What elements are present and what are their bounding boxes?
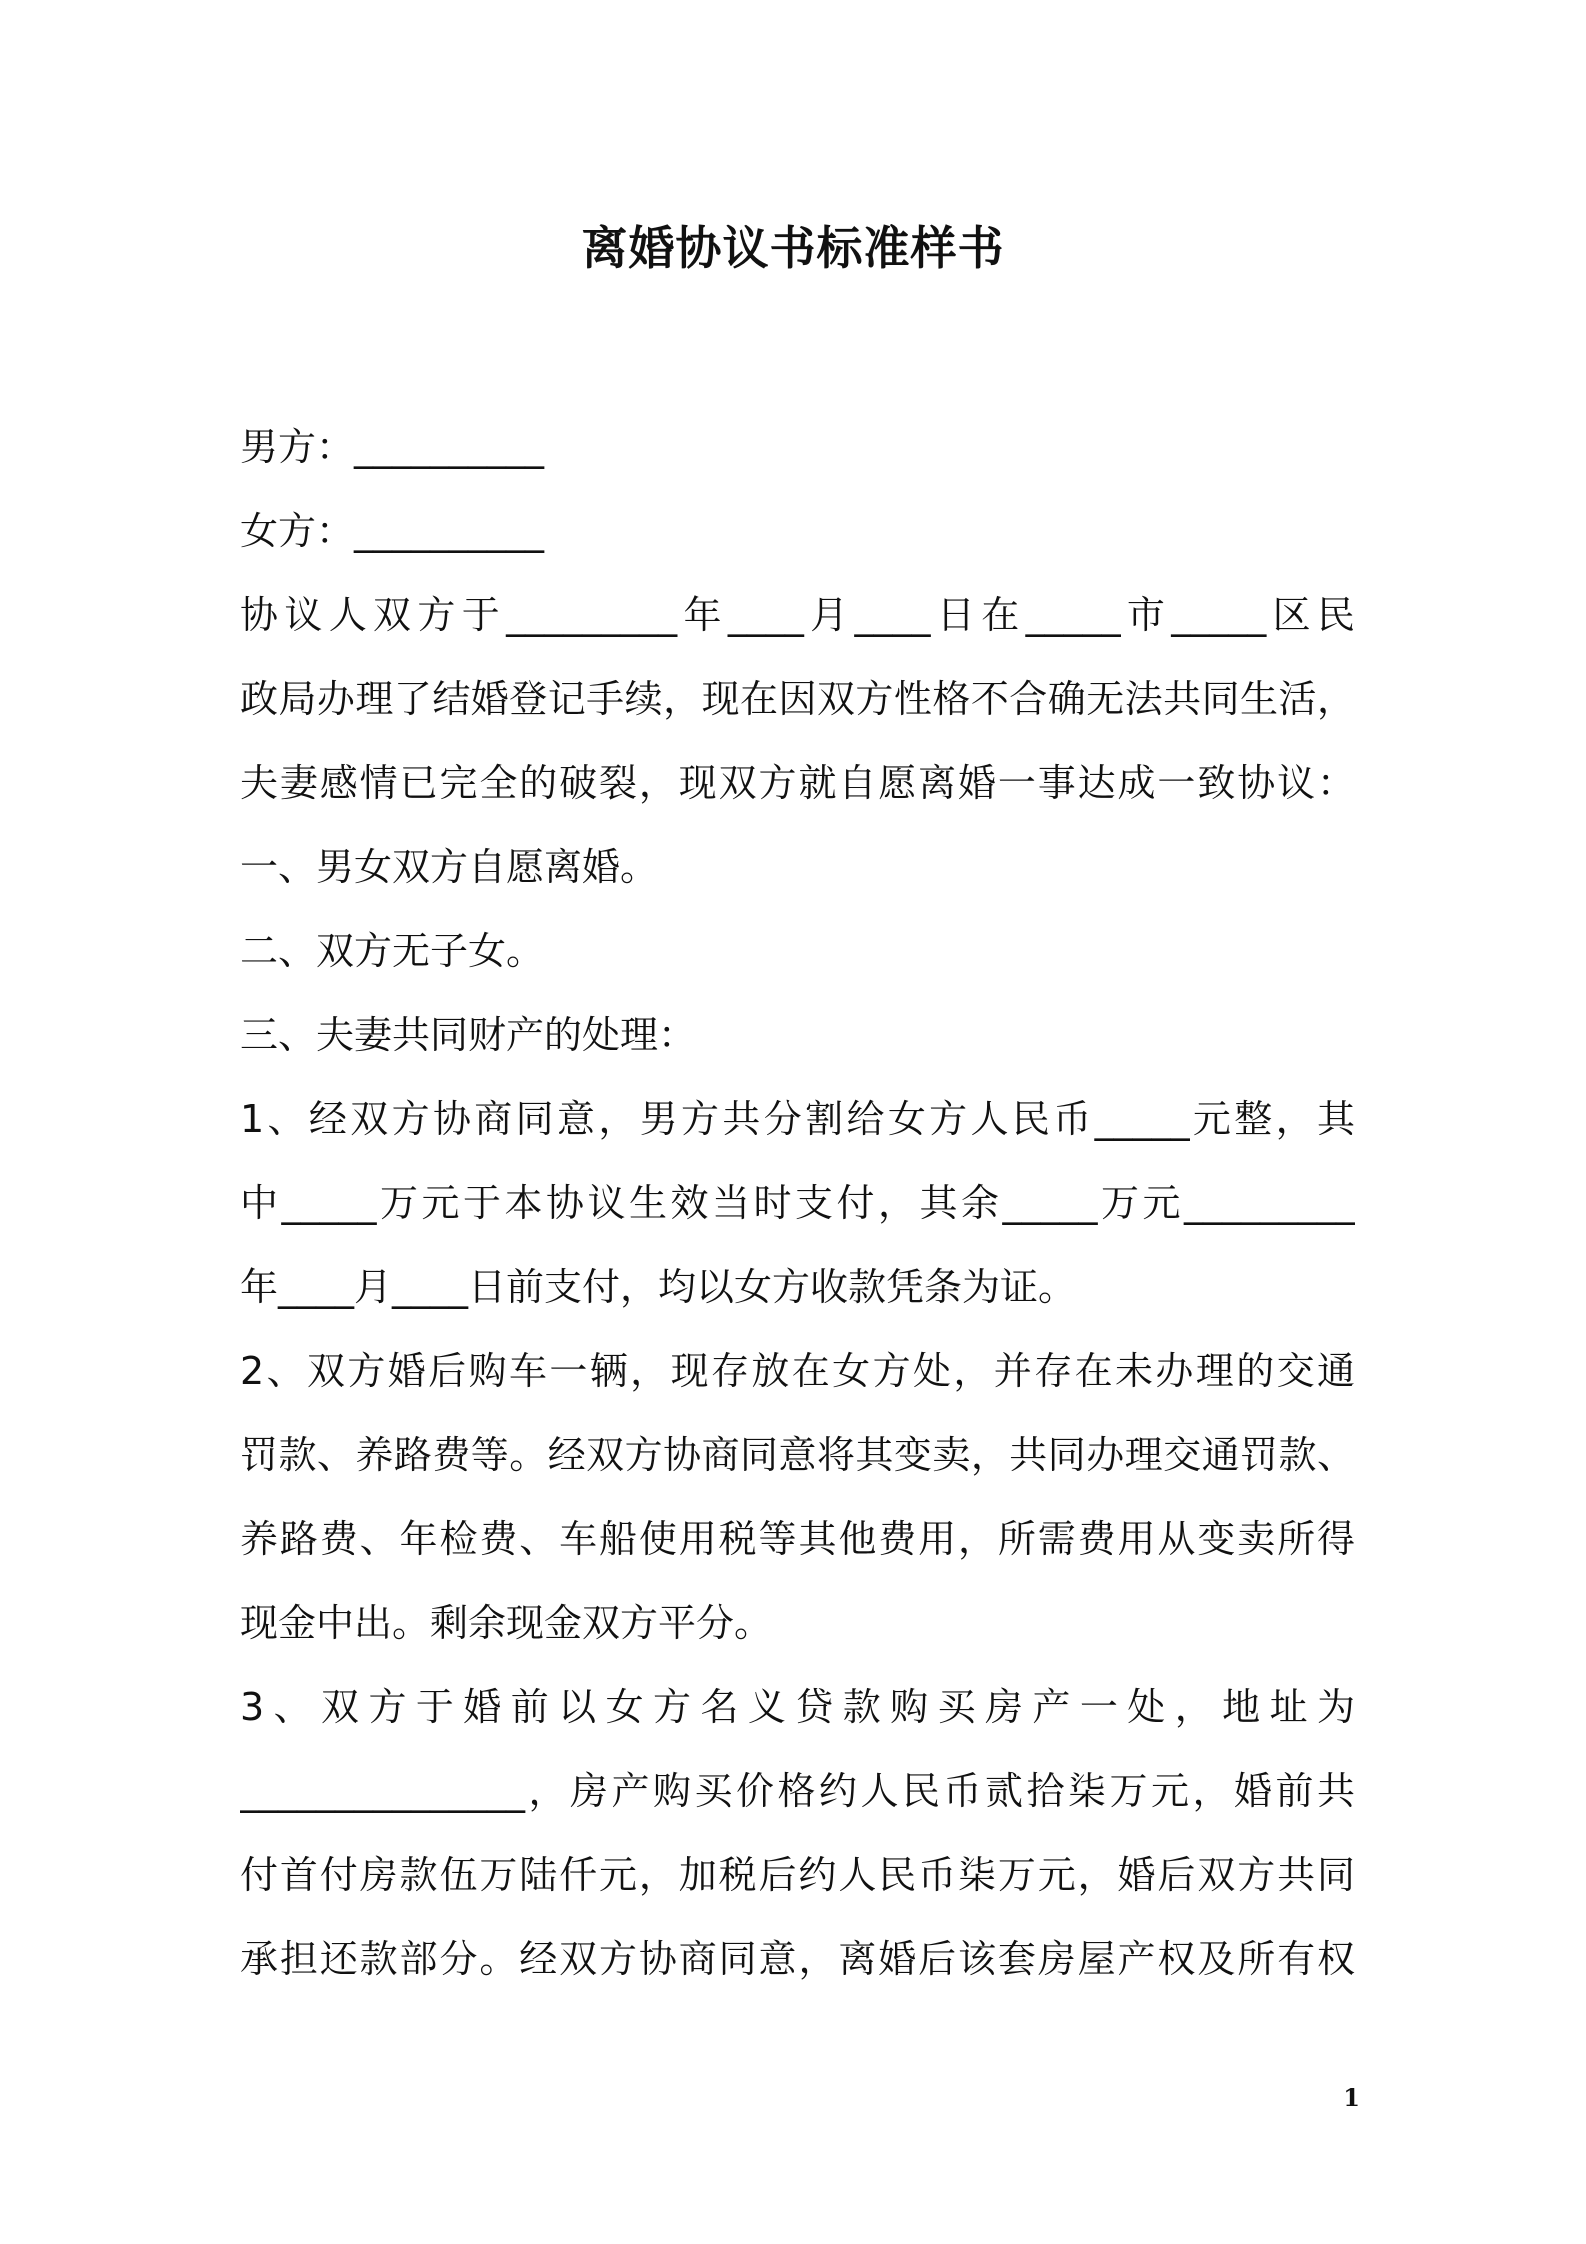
paragraph-line: _______________，房产购买价格约人民币贰拾柒万元，婚前共 xyxy=(240,1769,1355,1813)
paragraph-line: 1、经双方协商同意，男方共分割给女方人民币_____元整，其 xyxy=(240,1097,1355,1141)
paragraph-line: 现金中出。剩余现金双方平分。 xyxy=(240,1601,773,1645)
paragraph-line: 2、双方婚后购车一辆，现存放在女方处，并存在未办理的交通 xyxy=(240,1349,1355,1393)
paragraph-line: 协议人双方于_________年____月____日在_____市_____区民 xyxy=(240,593,1355,637)
page-number: 1 xyxy=(1343,2083,1360,2112)
paragraph-line: 政局办理了结婚登记手续，现在因双方性格不合确无法共同生活， xyxy=(240,677,1355,721)
paragraph-line: 夫妻感情已完全的破裂，现双方就自愿离婚一事达成一致协议： xyxy=(240,761,1355,805)
clause-three-heading: 三、夫妻共同财产的处理： xyxy=(240,1013,697,1057)
paragraph-line: 年____月____日前支付，均以女方收款凭条为证。 xyxy=(240,1265,1077,1309)
female-party-line: 女方：__________ xyxy=(240,509,545,553)
paragraph-line: 3、双方于婚前以女方名义贷款购买房产一处，地址为 xyxy=(240,1685,1355,1729)
clause-two: 二、双方无子女。 xyxy=(240,929,545,973)
paragraph-line: 付首付房款伍万陆仟元，加税后约人民币柒万元，婚后双方共同 xyxy=(240,1853,1355,1897)
document-body xyxy=(240,405,1355,2001)
paragraph-line: 罚款、养路费等。经双方协商同意将其变卖，共同办理交通罚款、 xyxy=(240,1433,1355,1477)
paragraph-line: 承担还款部分。经双方协商同意，离婚后该套房屋产权及所有权 xyxy=(240,1937,1355,1981)
document-title: 离婚协议书标准样书 xyxy=(581,221,1005,275)
male-party-line: 男方：__________ xyxy=(240,425,545,469)
paragraph-line: 中_____万元于本协议生效当时支付，其余_____万元_________ xyxy=(240,1181,1355,1225)
clause-one: 一、男女双方自愿离婚。 xyxy=(240,845,659,889)
paragraph-line: 养路费、年检费、车船使用税等其他费用，所需费用从变卖所得 xyxy=(240,1517,1355,1561)
